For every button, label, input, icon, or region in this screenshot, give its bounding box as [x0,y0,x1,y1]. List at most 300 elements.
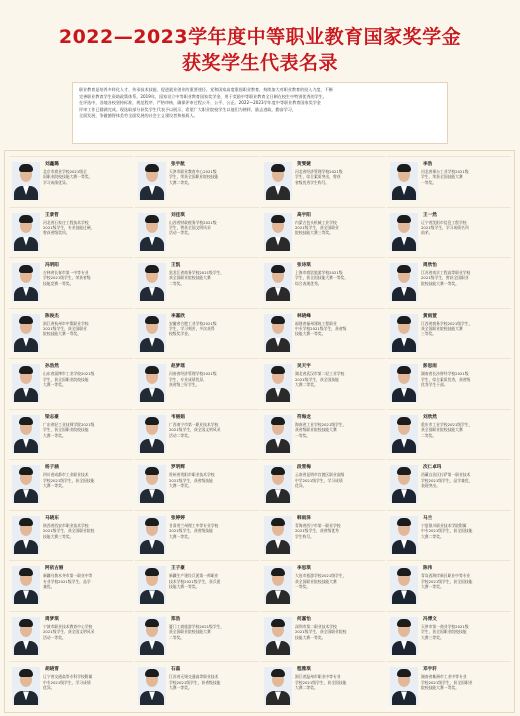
student-card [261,510,385,561]
student-description-line: 表现突出。 [421,483,440,489]
student-name: 杨子涵 [45,465,59,471]
intro-line: 在评选中，各地各校坚持标准，规范程序，严格审核，确保评审过程公开、公平、公正。2022—2023学年度中等职业教育国家奖学金 [79,100,321,106]
student-photo [12,364,40,402]
student-name: 彭思雨 [423,364,437,370]
photo-hair [397,417,411,425]
student-description [43,422,131,438]
student-description [43,624,131,640]
student-card [9,459,133,510]
student-description-line: 山西省财政税务学校2021级 [169,219,217,225]
student-photo [138,465,166,503]
student-photo [138,162,166,200]
student-photo [390,516,418,554]
student-description-line: 2021级学生，获全国职业 [43,326,87,332]
photo-hair [145,215,159,223]
student-description-line: 大赛二等奖。 [421,533,444,539]
photo-hair [19,619,33,627]
student-description-line: 优秀学生干部。 [421,381,448,387]
student-description-line: 二等奖。 [169,634,185,640]
student-description-line: 学校2021级学生，获全国技能 [43,477,95,483]
student-description-line: 广西南宁市第一职业技术学校 [169,421,219,427]
student-description-line: 宁夏银川职业技术学院附属 [421,522,467,528]
student-card [9,560,133,611]
student-description [295,674,383,690]
student-photo [12,465,40,503]
student-name: 阿依古丽 [45,566,64,572]
student-photo [390,263,418,301]
student-photo [264,415,292,453]
student-description-line: 2021级学生，获全国职业 [295,224,339,230]
student-photo [138,415,166,453]
student-name: 次仁卓玛 [423,465,442,471]
student-name: 马兰 [423,515,433,521]
student-card [9,409,133,460]
student-description-line: 深圳市第二职业技术学校 [295,623,337,629]
student-card [135,510,259,561]
student-description [169,371,257,387]
intro-line: 完善职业教育学生资助政策体系。2019年，国家设立中等职业教育国家奖学金，用于奖励中等职业教育全日制在校生中特别优秀的学生。 [79,93,327,99]
student-description-line: 2021级学生，获全国职业院校 [43,528,95,534]
student-description-line: 四川省成都市工业职业技术 [43,472,89,478]
student-description-line: 2021级学生，专业技能过硬， [43,224,95,230]
student-name: 王一然 [423,212,437,218]
student-photo [12,566,40,604]
student-photo [264,516,292,554]
student-description-line: 上海市商贸旅游学校2021级 [295,270,343,276]
student-description-line: 2021级学生，获省级技能 [169,477,213,483]
student-description-line: 山东省淄博市工业学校2021级 [43,371,95,377]
student-card [387,459,511,510]
student-name: 刘鑫璐 [45,162,59,167]
student-description [43,371,131,387]
student-photo [138,314,166,352]
student-card [387,257,511,308]
student-card [135,257,259,308]
student-photo [264,617,292,655]
photo-hair [19,417,33,425]
student-description-line: 国职业院校技能大赛一等奖， [43,174,93,180]
student-description-line: 河北省经济管理学校2021级 [295,169,343,174]
student-card [9,510,133,561]
student-description-line: 中专学校2021级学生，获省级 [295,326,347,332]
student-description-line: 获全国职业院校技能大赛 [421,326,463,332]
photo-hair [145,467,159,475]
student-name: 王景哲 [45,212,59,218]
student-description-line: 湖北省武汉市第二轻工业学校 [295,371,345,377]
student-name: 罗明辉 [171,465,185,471]
student-description-line: 浙江省温州市职业中等专业 [295,674,341,680]
student-description-line: 大赛一等奖。 [43,483,66,489]
student-description-line: 院校技能大赛三等奖。 [295,230,333,236]
student-description [169,321,257,337]
student-description-line: 学校2021级学生，荣获省级 [43,275,91,281]
student-photo [12,213,40,251]
student-description-line: 江西省商务学校2021级学生， [421,320,473,326]
student-card [135,611,259,662]
student-description-line: 技能大赛一等奖。 [295,331,326,337]
student-name: 刘佳琪 [171,212,185,218]
student-description [295,422,383,438]
student-card [387,308,511,359]
student-description-line: 学校2021级学生，品学兼优， [421,477,473,483]
student-description-line: 云南省昆明市官渡区职业高级 [295,472,345,478]
student-name: 何嘉怡 [297,616,311,622]
student-description-line: 大赛一等奖。 [43,381,66,387]
student-description-line: 技术学校2021级学生，获兵团 [169,578,221,584]
student-description [295,220,383,236]
student-description-line: 前茅。 [421,230,433,236]
student-description-line: 一等奖。 [421,179,437,185]
student-description-line: 2021级学生，获全国文明风采 [169,427,221,433]
student-card [9,207,133,258]
student-description-line: 一等奖。 [295,432,311,438]
student-card [9,611,133,662]
student-description-line: 技能大赛一等奖。 [169,584,200,590]
student-description-line: 院校技能大赛一等奖。 [43,331,81,337]
student-photo [12,516,40,554]
student-name: 郑浩 [171,616,181,622]
student-name: 王子豪 [171,566,185,572]
photo-hair [19,568,33,576]
student-description-line: 获全国职业院校技能大赛 [295,578,337,584]
student-description [43,321,131,337]
student-description [421,321,509,337]
student-description-line: 学生，获全国技能大赛一等奖， [295,275,349,281]
student-photo [264,566,292,604]
student-description [421,624,509,640]
student-description-line: 大赛三等奖。 [421,634,444,640]
student-description-line: 学生，获全国职业院校技能 [43,427,89,433]
student-description-line: 吉林省长春市第一中等专业 [43,270,89,276]
photo-hair [271,518,285,526]
student-description-line: 2021级学生，获全国文明风采 [43,629,95,635]
student-description-line: 学生，荣获全国技能大赛 [421,174,463,180]
student-name: 陈伟 [423,566,433,572]
student-description-line: 综合表现优秀。 [295,280,322,286]
photo-hair [397,669,411,677]
student-photo [390,415,418,453]
student-photo [264,263,292,301]
student-description-line: 学校2021级学生，获全国技能 [421,578,473,584]
student-description-line: 2021级学生，获全国技能 [295,376,339,382]
student-description-line: 一等奖。 [295,584,311,590]
student-description-line: 青海省西宁市第一职业学校 [295,522,341,528]
student-description-line: 学生，荣获全国职业院校技能 [169,174,219,180]
photo-hair [145,316,159,324]
student-description [421,220,509,236]
student-description-line: 2021级学生，获省级优秀 [295,528,339,534]
student-description-line: 学生称号。 [295,533,314,539]
student-name: 张婷婷 [171,515,185,521]
student-description-line: 院校技能大赛一等奖。 [421,685,459,691]
student-description [421,523,509,539]
student-description-line: 甘肃省兰州理工中等专业学校 [169,522,219,528]
student-description-line: 优异。 [43,685,55,691]
student-card [135,207,259,258]
student-card [387,156,511,207]
student-card [387,358,511,409]
student-name: 黄雨萱 [423,313,437,319]
student-photo [264,465,292,503]
page-title-line1: 2022—2023学年度中等职业教育国家奖学金 [58,26,462,48]
student-description [169,169,257,185]
student-description-line: 2021级学生，获省级技能 [169,528,213,534]
student-card [387,207,511,258]
student-description-line: 河北省邢台工业学校2021级 [421,169,469,174]
student-description-line: 学校2021级学生，获全国职业 [421,679,473,685]
photo-hair [397,164,411,172]
photo-hair [271,366,285,374]
student-name: 邓宇轩 [423,667,437,673]
photo-hair [271,467,285,475]
intro-line: 评审工作已圆满完成。现选取部分获奖学生代表予以展示，希望广大职业院校学生以他们为榜样，励志进取，勤奋学习， [79,106,296,112]
student-description [169,422,257,438]
student-grid [9,156,511,712]
student-description [43,674,131,690]
student-description [295,472,383,488]
student-description-line: 湖南省长沙财经学校2021级 [421,371,469,377]
student-card [9,156,133,207]
student-description-line: 广东省轻工业技师学院2021级 [43,421,95,427]
student-description-line: 贵州省贵阳市职业技术学校 [169,472,215,478]
student-description [421,169,509,185]
student-name: 李思琪 [297,566,311,572]
student-description-line: 获全国职业院校技能大赛 [421,427,463,433]
student-photo [390,162,418,200]
student-description-line: 内蒙古包头机械工业学校 [295,219,337,225]
photo-hair [145,568,159,576]
student-description [421,270,509,286]
student-card [135,560,259,611]
photo-hair [145,366,159,374]
student-description-line: 2021级学生，学习成绩名列 [421,224,469,230]
student-card [261,257,385,308]
student-description-line: 辽宁省沈阳市信息工程学校 [421,219,467,225]
student-description [421,674,509,690]
student-description-line: 获全国职业院校技能大赛 [169,629,211,635]
student-name: 陈俊杰 [45,313,59,319]
student-photo [264,667,292,705]
student-description [169,523,257,539]
student-description [295,169,383,185]
student-description-line: 技能大赛三等奖。 [43,533,74,539]
student-description-line: 重庆市工业学校2021级学生， [421,421,473,427]
student-description-line: 学校2021级学生，获省级技能 [169,679,221,685]
student-description [43,270,131,286]
student-description-line: 陕西省西安市职业技术学校 [43,522,89,528]
student-name: 韩雨泽 [297,515,311,521]
student-description-line: 中学2021级学生，学习成绩 [295,477,343,483]
student-description-line: 大赛一等奖。 [43,432,66,438]
photo-hair [271,417,285,425]
student-description [169,220,257,236]
student-description-line: 技能大赛一等奖。 [295,634,326,640]
student-description-line: 江苏省南京工程高等职业学校 [421,270,471,276]
student-photo [12,617,40,655]
student-name: 梁志豪 [45,414,59,420]
photo-hair [397,467,411,475]
student-card [135,308,259,359]
student-name: 贺雯婕 [297,162,311,167]
photo-hair [271,164,285,172]
student-card [135,156,259,207]
student-name: 周梦琪 [45,616,59,622]
photo-hair [19,265,33,273]
photo-hair [19,215,33,223]
student-description-line: 大赛一等奖。 [421,584,444,590]
student-description-line: 大赛二等奖。 [169,179,192,185]
photo-hair [145,164,159,172]
student-card [261,156,385,207]
student-card [261,560,385,611]
student-description [43,472,131,488]
student-description-line: 2021级学生，曾获全国职业 [421,275,469,281]
student-photo [12,263,40,301]
student-description-line: 西藏自治区拉萨第一职业技术 [421,472,471,478]
student-description-line: 新疆生产建设兵团第一师职业 [169,573,219,579]
student-photo [138,263,166,301]
student-description-line: 二等奖。 [421,432,437,438]
student-name: 王凯 [171,263,181,269]
photo-hair [397,568,411,576]
student-card [9,661,133,712]
student-name: 赵梦瑶 [171,364,185,370]
student-description-line: 学校2021级学生，获全国技能 [295,679,347,685]
student-card [387,560,511,611]
student-description-line: 中专2021级学生，学习成绩 [43,679,91,685]
student-name: 马晓东 [45,515,59,521]
student-description [43,523,131,539]
student-photo [390,364,418,402]
student-description-line: 曾获省级奖项。 [43,230,70,236]
student-name: 冯博文 [423,616,437,622]
student-description [295,624,383,640]
photo-hair [145,265,159,273]
student-description-line: 海南省工业学校2021级学生， [295,421,347,427]
student-description-line: 大赛二等奖。 [295,685,318,691]
student-description-line: 优异。 [295,483,307,489]
student-description-line: 江苏省无锡交通高等职业技术 [169,674,219,680]
student-photo [264,314,292,352]
photo-hair [145,417,159,425]
student-photo [138,617,166,655]
student-description [421,573,509,589]
student-description [295,321,383,337]
photo-hair [271,619,285,627]
student-photo [12,415,40,453]
student-photo [12,667,40,705]
intro-box [72,82,448,144]
student-card [261,459,385,510]
student-name: 高宇阳 [297,212,311,218]
student-card [9,358,133,409]
student-card [387,611,511,662]
photo-hair [397,215,411,223]
student-description-line: 辽宁省交通高等专科学校附属 [43,674,93,680]
student-card [9,308,133,359]
student-description [169,472,257,488]
student-card [135,459,259,510]
student-description-line: 获全国职业院校技能大赛 [169,275,211,281]
student-photo [390,566,418,604]
student-photo [264,162,292,200]
student-name: 胡晓雪 [45,667,59,673]
student-card [135,409,259,460]
student-name: 段雪梅 [297,465,311,471]
student-photo [138,364,166,402]
student-description-line: 活动一等奖。 [169,230,192,236]
student-name: 李浩 [423,162,433,167]
photo-hair [271,265,285,273]
student-card [261,308,385,359]
page-title-line2: 获奖学生代表名录 [181,52,338,74]
student-name: 刘欣然 [423,414,437,420]
student-description [421,371,509,387]
student-description-line: 北京市商业学校2021级全 [43,169,87,174]
photo-hair [397,518,411,526]
student-description-line: 学生，曾获全国文明风采 [169,224,211,230]
student-name: 张宇航 [171,162,185,167]
student-photo [138,213,166,251]
student-name: 冯明阳 [45,263,59,269]
student-name: 石磊 [171,667,181,673]
student-photo [390,617,418,655]
student-card [261,661,385,712]
student-photo [12,162,40,200]
student-photo [264,213,292,251]
student-description-line: 天津市第一商业学校2021级 [421,623,469,629]
photo-hair [397,316,411,324]
photo-hair [19,164,33,172]
photo-hair [145,619,159,627]
student-description-line: 湖南省株洲市工业中等专业 [421,674,467,680]
photo-hair [19,518,33,526]
student-description [169,624,257,640]
student-name: 符海龙 [297,414,311,420]
student-description-line: 中专2021级学生，获全国技能 [421,528,473,534]
photo-hair [271,669,285,677]
student-description-line: 河南省经济管理学校2021级 [169,371,217,377]
student-description [169,573,257,589]
student-description-line: 2021级学生，获全国职业院校 [295,629,347,635]
student-name: 韦丽娟 [171,414,185,420]
student-description [43,573,131,589]
student-description-line: 三等奖。 [421,331,437,337]
student-description-line: 技能竞赛一等奖。 [43,280,74,286]
student-card [261,409,385,460]
student-description-line: 大赛一等奖。 [169,533,192,539]
photo-hair [19,316,33,324]
photo-hair [19,669,33,677]
student-description-line: 厦门工商旅游学校2021级学生， [169,623,225,629]
student-name: 张诗琪 [297,263,311,269]
photo-hair [145,669,159,677]
student-description-line: 活动二等奖。 [169,432,192,438]
student-description [421,422,509,438]
student-description-line: 学生，获全国职业院校技能 [421,629,467,635]
student-description-line: 获省级三好学生。 [169,381,200,387]
student-description-line: 学生，学习刻苦，多次获得 [169,326,215,332]
student-description [43,220,131,236]
student-photo [390,314,418,352]
student-photo [264,364,292,402]
student-description [295,371,383,387]
student-description-line: 新疆乌鲁木齐市第一职业中等 [43,573,93,579]
student-description-line: 学生，获全国职业院校技能 [43,376,89,382]
photo-hair [271,215,285,223]
photo-hair [19,366,33,374]
student-description-line: 宁波市职业技术教育中心学校 [43,623,93,629]
